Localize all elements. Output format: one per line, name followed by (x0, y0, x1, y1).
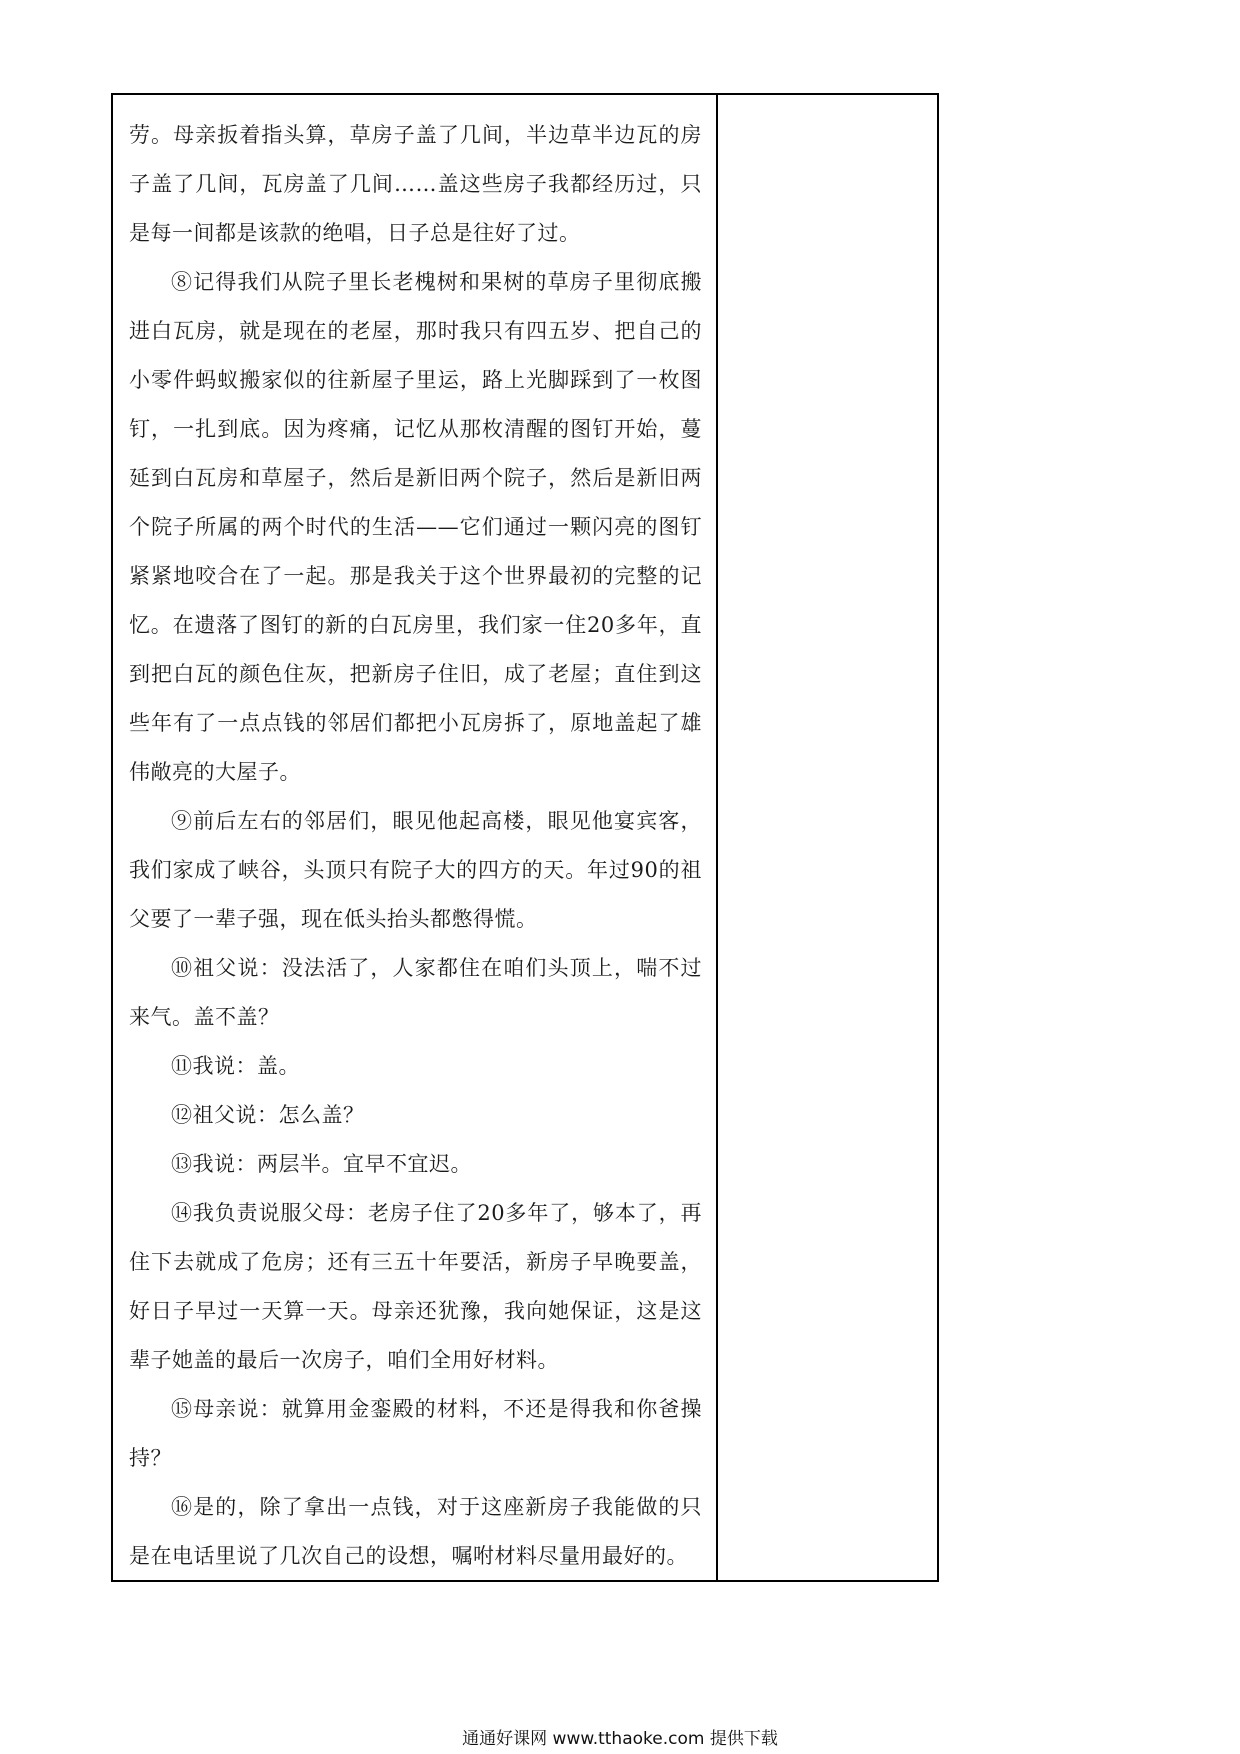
paragraph-12: ⑫祖父说：怎么盖？ (171, 1103, 365, 1127)
paragraph-16: ⑯是的，除了拿出一点钱，对于这座新房子我能做的只是在电话里说了几次自己的设想，嘱咐材料尽量用最好的。 (129, 1495, 702, 1568)
paragraph-10: ⑩祖父说：没法活了，人家都住在咱们头顶上，喘不过来气。盖不盖？ (129, 956, 702, 1029)
paragraph: 劳。母亲扳着指头算，草房子盖了几间，半边草半边瓦的房子盖了几间，瓦房盖了几间……盖这些房子我都经历过，只是每一间都是该款的绝唱，日子总是往好了过。 (129, 123, 702, 245)
text-column (113, 95, 718, 1580)
paragraph-14: ⑭我负责说服父母：老房子住了20多年了，够本了，再住下去就成了危房；还有三五十年要活，新房子早晚要盖，好日子早过一天算一天。母亲还犹豫，我向她保证，这是这辈子她盖的最后一次房子，咱们全用好材料。 (129, 1201, 702, 1372)
notes-column (718, 95, 937, 1580)
document-table (111, 93, 939, 1582)
paragraph-9: ⑨前后左右的邻居们，眼见他起高楼，眼见他宴宾客，我们家成了峡谷，头顶只有院子大的四方的天。年过90的祖父要了一辈子强，现在低头抬头都憋得慌。 (129, 809, 702, 931)
paragraph-11: ⑪我说：盖。 (171, 1054, 300, 1078)
paragraph-8: ⑧记得我们从院子里长老槐树和果树的草房子里彻底搬进白瓦房，就是现在的老屋，那时我只有四五岁、把自己的小零件蚂蚁搬家似的往新屋子里运，路上光脚踩到了一枚图钉，一扎到底。因为疼痛，记忆从那枚清醒的图钉开始，蔓延到白瓦房和草屋子，然后是新旧两个院子，然后是新旧两个院子所属的两个时代的生活——它们通过一颗闪亮的图钉紧紧地咬合在了一起。那是我关于这个世界最初的完整的记忆。在遗落了图钉的新的白瓦房里，我们家一住20多年，直到把白瓦的颜色住灰，把新房子住旧，成了老屋；直住到这些年有了一点点钱的邻居们都把小瓦房拆了，原地盖起了雄伟敞亮的大屋子。 (129, 270, 702, 784)
paragraph-15: ⑮母亲说：就算用金銮殿的材料，不还是得我和你爸操持？ (129, 1397, 702, 1470)
paragraph-13: ⑬我说：两层半。宜早不宜迟。 (171, 1152, 472, 1176)
footer-watermark: 通通好课网 www.tthaoke.com 提供下载 (462, 1729, 778, 1749)
